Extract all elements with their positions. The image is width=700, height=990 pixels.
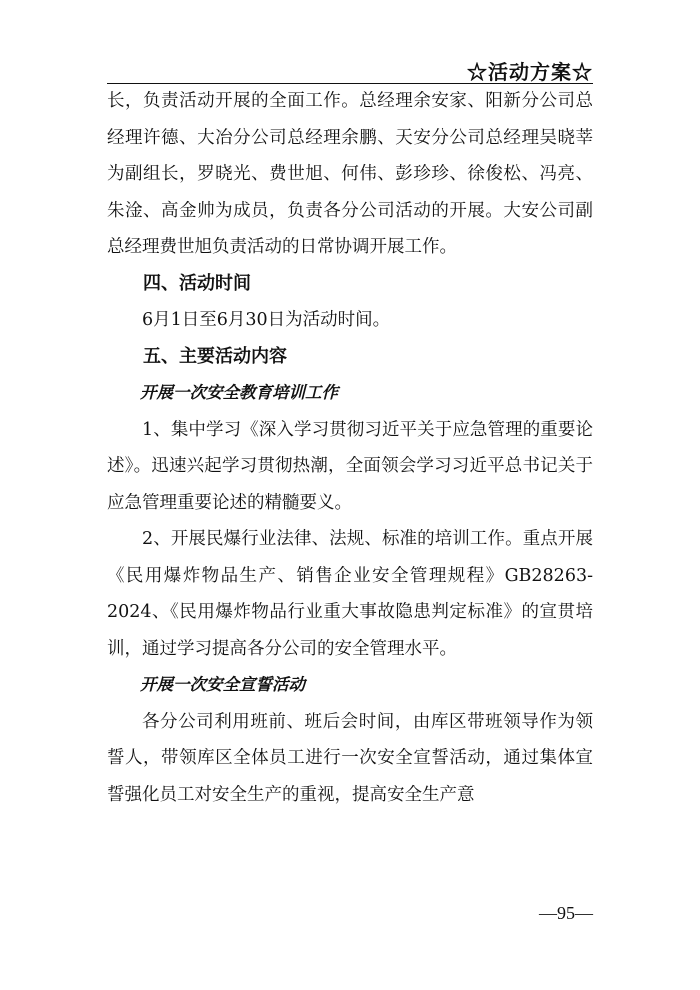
section-heading-main-content: 五、主要活动内容 xyxy=(143,345,287,367)
page-header-title: ☆活动方案☆ xyxy=(467,60,593,84)
paragraph-study-item-1: 1、集中学习《深入学习贯彻习近平关于应急管理的重要论述》。迅速兴起学习贯彻热潮，全面领会学习习近平总书记关于应急管理重要论述的精髓要义。 xyxy=(107,419,593,513)
section-heading-activity-time: 四、活动时间 xyxy=(143,272,251,294)
paragraph-safety-oath: 各分公司利用班前、班后会时间，由库区带班领导作为领誓人，带领库区全体员工进行一次安全宣誓活动，通过集体宣誓强化员工对安全生产的重视，提高安全生产意 xyxy=(107,711,593,805)
paragraph-activity-time: 6月1日至6月30日为活动时间。 xyxy=(142,310,391,330)
subheading-safety-training: 开展一次安全教育培训工作 xyxy=(140,383,338,402)
paragraph-training-item-2: 2、开展民爆行业法律、法规、标准的培训工作。重点开展《民用爆炸物品生产、销售企业安全管理规程》GB28263-2024、《民用爆炸物品行业重大事故隐患判定标准》的宣贯培训，通过学习提高各分公司的安全管理水平。 xyxy=(107,529,593,659)
paragraph-leadership: 长，负责活动开展的全面工作。总经理余安家、阳新分公司总经理许德、大冶分公司总经理余鹏、天安分公司总经理吴晓莘为副组长，罗晓光、费世旭、何伟、彭珍珍、徐俊松、冯亮、朱淦、高金帅为成员，负责各分公司活动的开展。大安公司副总经理费世旭负责活动的日常协调开展工作。 xyxy=(107,91,593,257)
document-body xyxy=(107,83,593,813)
subheading-safety-oath: 开展一次安全宣誓活动 xyxy=(140,675,305,694)
page-number: —95— xyxy=(539,903,593,923)
